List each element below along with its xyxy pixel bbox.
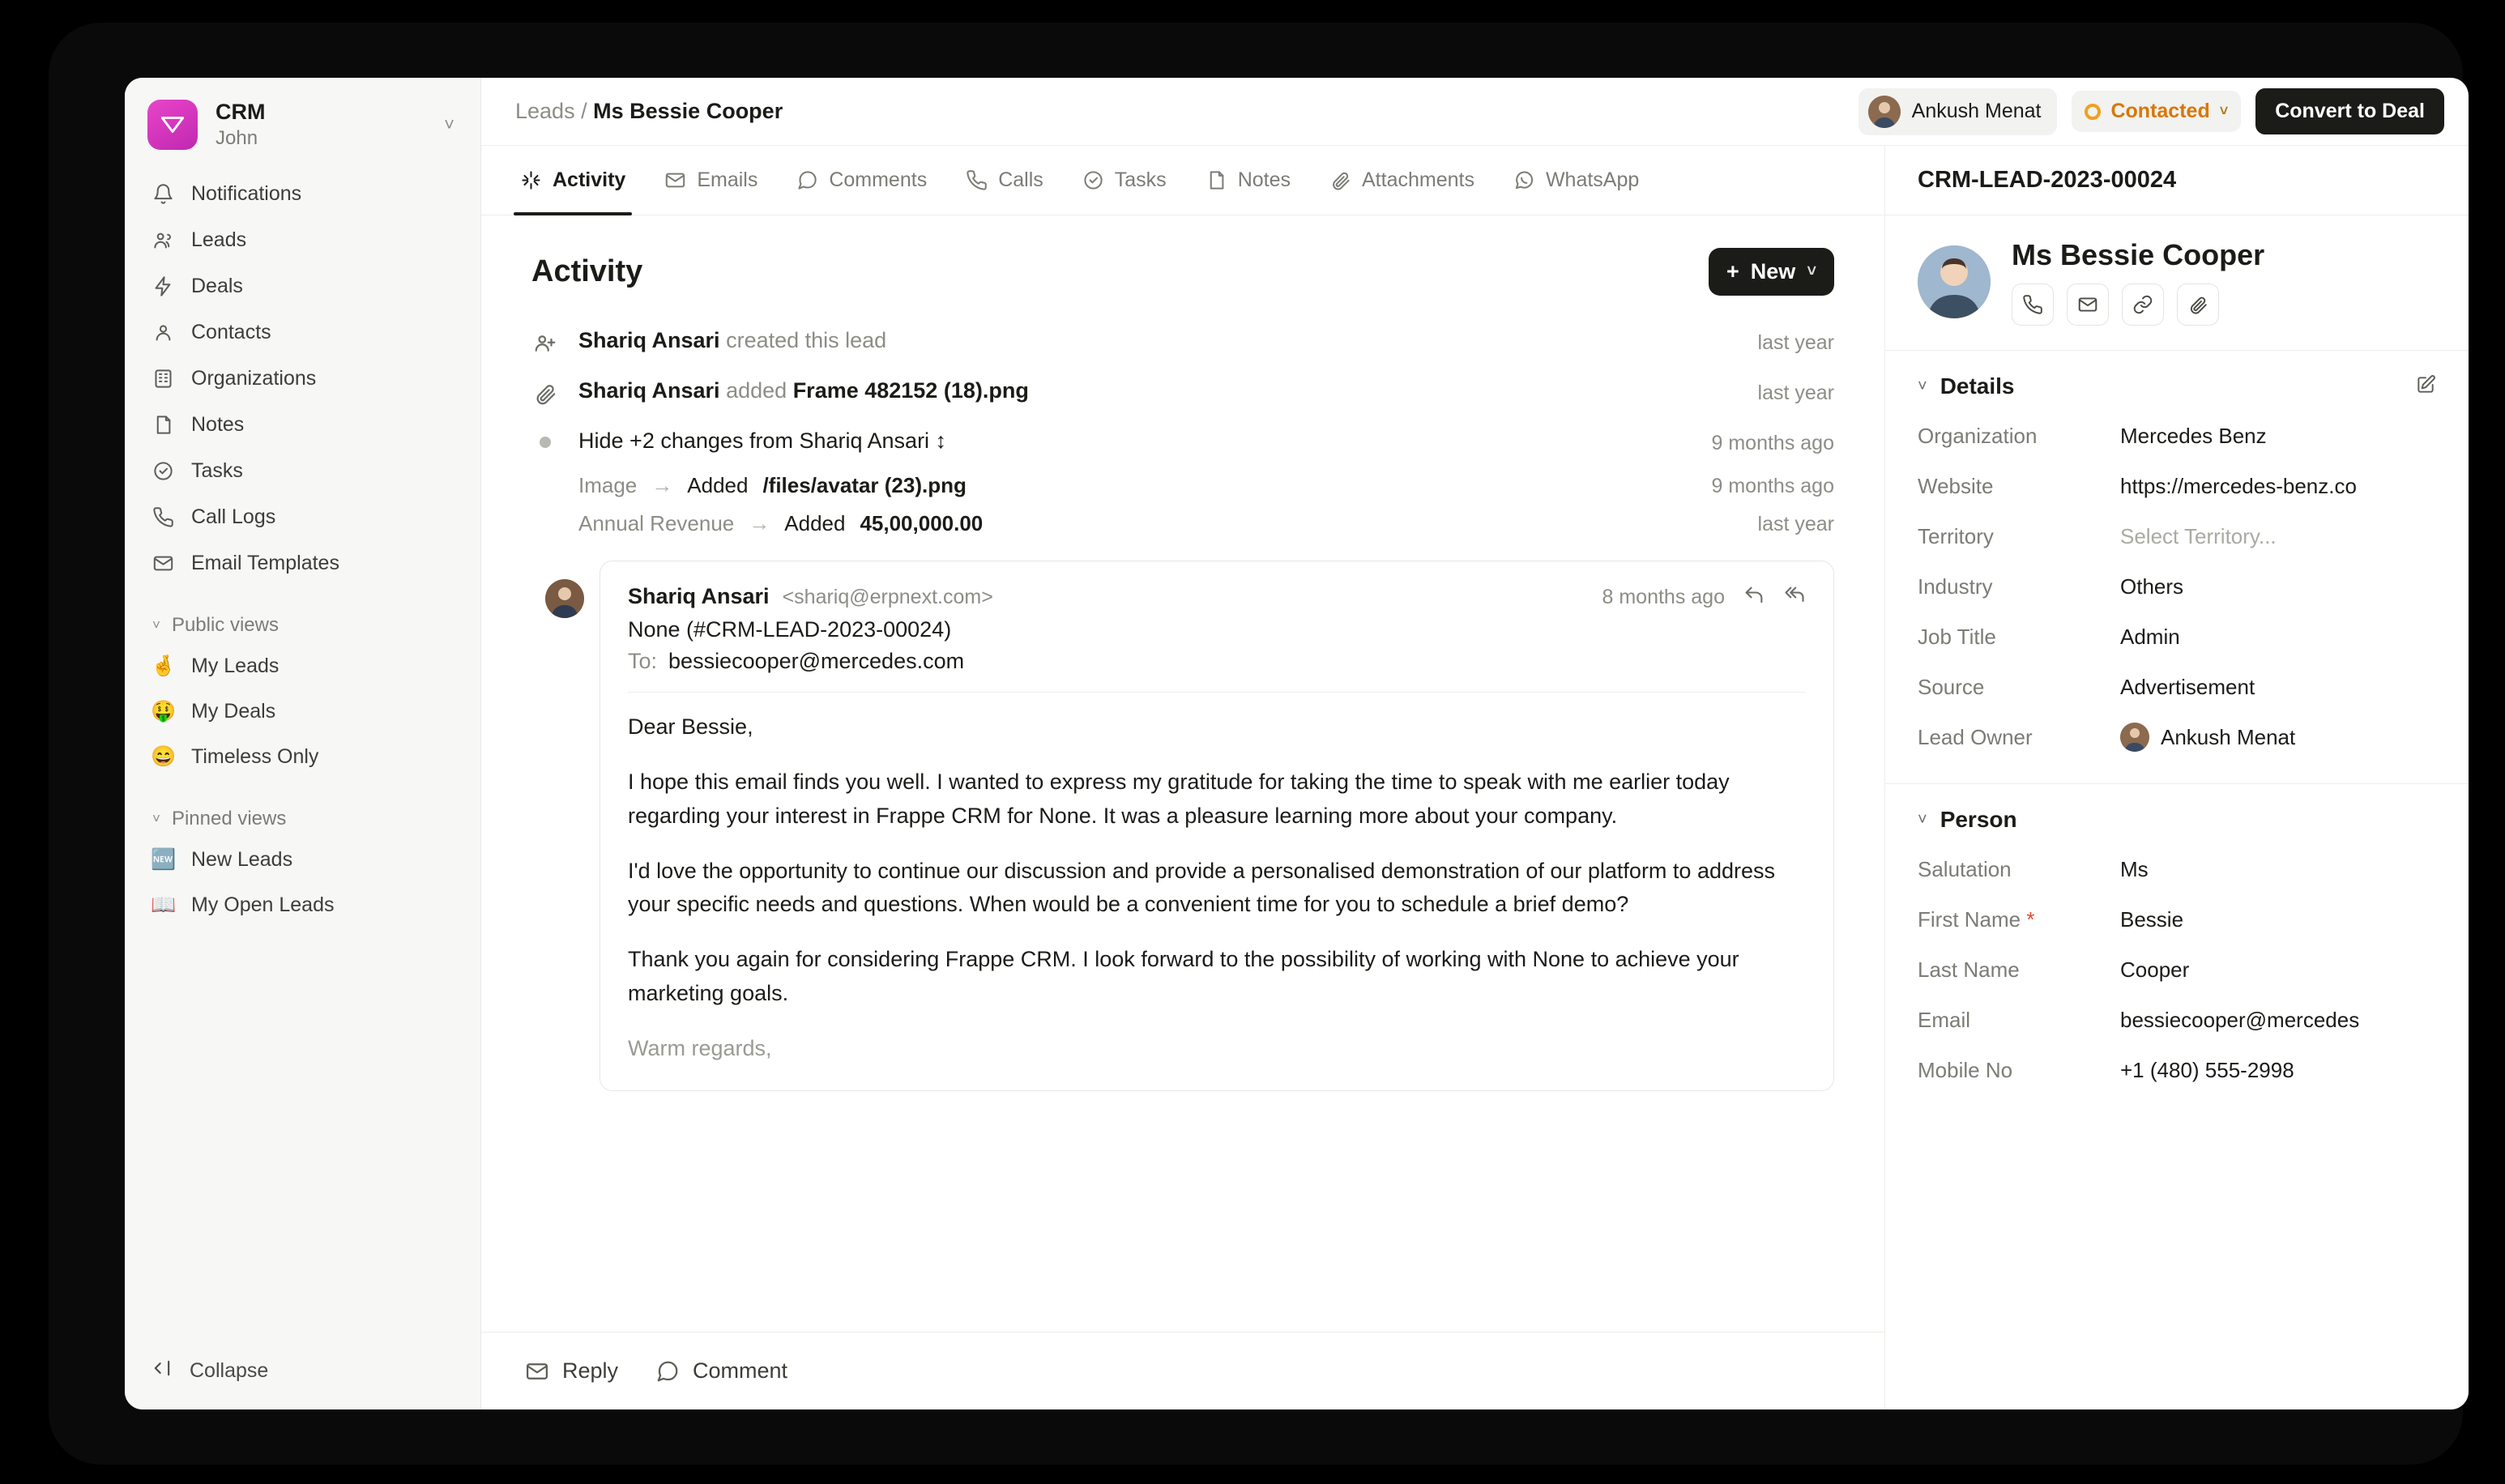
email-to-address: bessiecooper@mercedes.com — [668, 649, 965, 673]
sidebar-item-label: Organizations — [191, 366, 317, 390]
change-time: 9 months ago — [1711, 475, 1834, 497]
sidebar-item-deals[interactable] — [139, 264, 466, 308]
public-views-title: Public views — [171, 614, 279, 637]
details-panel — [1885, 146, 2469, 1409]
email-paragraph: Dear Bessie, — [628, 714, 753, 739]
change-action: Added — [687, 473, 749, 497]
tab-calls[interactable] — [950, 146, 1060, 215]
sidebar-item-notifications[interactable] — [139, 172, 466, 215]
event-actor: Shariq Ansari — [578, 378, 720, 403]
avatar — [1868, 96, 1901, 128]
detail-field-job-title[interactable] — [1918, 612, 2436, 662]
plus-icon: + — [1726, 259, 1739, 284]
tab-comments[interactable] — [780, 146, 943, 215]
bell-icon — [151, 181, 175, 206]
arrow-right-icon: → — [749, 511, 770, 535]
chevron-down-icon[interactable]: ˅ — [1918, 810, 1927, 829]
person-field-salutation[interactable] — [1918, 844, 2436, 894]
person-title: Person — [1940, 807, 2017, 832]
attachment-icon — [531, 378, 559, 406]
sidebar-item-leads[interactable] — [139, 218, 466, 262]
comment-button[interactable] — [655, 1358, 787, 1384]
field-value: Ankush Menat — [2161, 724, 2296, 749]
tab-emails[interactable] — [648, 146, 774, 215]
avatar — [2120, 723, 2149, 752]
tab-whatsapp[interactable] — [1497, 146, 1655, 215]
sidebar-item-label: New Leads — [191, 848, 293, 872]
page-title: Activity — [531, 254, 643, 288]
activity-event — [531, 367, 1834, 417]
sidebar-item-label: Email Templates — [191, 551, 339, 574]
person-add-icon — [531, 328, 559, 356]
sidebar-item-notes[interactable] — [139, 403, 466, 446]
tab-bar — [481, 146, 1884, 215]
field-label: Last Name — [1918, 957, 2020, 982]
detail-field-source[interactable] — [1918, 662, 2436, 712]
leads-icon — [151, 228, 175, 252]
breadcrumb-parent[interactable]: Leads — [515, 99, 575, 123]
public-views-header[interactable] — [139, 603, 466, 645]
composer-bar — [481, 1332, 1884, 1409]
event-time: last year — [1757, 382, 1834, 404]
tab-label: Calls — [998, 168, 1043, 191]
sidebar-item-new-leads[interactable] — [139, 838, 466, 881]
group-actor: Shariq Ansari — [799, 429, 930, 453]
field-value: Others — [2120, 574, 2184, 599]
sidebar-item-label: Notifications — [191, 181, 302, 205]
tab-tasks[interactable] — [1066, 146, 1183, 215]
assignee-name: Ankush Menat — [1911, 100, 2042, 122]
notes-icon — [151, 412, 175, 437]
tab-label: WhatsApp — [1545, 168, 1640, 191]
person-section — [1885, 784, 2469, 1116]
reply-all-icon[interactable] — [1783, 584, 1806, 611]
details-section — [1885, 351, 2469, 784]
hand-emoji-icon: 🤞 — [151, 655, 177, 678]
chevron-down-icon: ˅ — [152, 617, 160, 633]
field-label: Email — [1918, 1007, 1971, 1032]
status-dot-icon — [2085, 104, 2101, 120]
main-area — [481, 78, 2469, 1409]
divider — [628, 692, 1806, 693]
collapse-button[interactable] — [125, 1337, 480, 1409]
details-title: Details — [1940, 373, 2015, 399]
change-value: /files/avatar (23).png — [762, 473, 967, 497]
event-object[interactable]: Frame 482152 (18).png — [792, 378, 1029, 403]
deals-icon — [151, 274, 175, 298]
email-body — [628, 710, 1806, 1066]
smile-emoji-icon: 😄 — [151, 745, 177, 769]
field-label: Source — [1918, 674, 1985, 699]
sort-toggle-icon[interactable]: ↕ — [935, 429, 947, 453]
email-time: 8 months ago — [1602, 586, 1725, 608]
sidebar-item-contacts[interactable] — [139, 310, 466, 354]
status-label: Contacted — [2110, 100, 2210, 122]
assignee-chip[interactable] — [1858, 88, 2058, 135]
sidebar-item-call-logs[interactable] — [139, 495, 466, 539]
field-label: First Name — [1918, 906, 2021, 932]
brand-switcher[interactable] — [125, 78, 480, 168]
required-marker-icon: * — [2021, 906, 2035, 932]
tab-label: Notes — [1237, 168, 1291, 191]
new-button-label: New — [1750, 259, 1796, 284]
field-value: Admin — [2120, 624, 2180, 649]
sidebar-item-tasks[interactable] — [139, 449, 466, 493]
field-value: Cooper — [2120, 957, 2190, 982]
email-message-card[interactable] — [600, 561, 1834, 1091]
record-id: CRM-LEAD-2023-00024 — [1885, 146, 2469, 215]
attachment-icon[interactable] — [2177, 284, 2219, 326]
sidebar-item-label: Call Logs — [191, 505, 276, 528]
tasks-icon — [151, 458, 175, 483]
tab-notes[interactable] — [1189, 146, 1307, 215]
field-label: Salutation — [1918, 856, 2012, 881]
email-paragraph: Thank you again for considering Frappe CRM. I look forward to the possibility of working with None to achieve your marketing goals. — [628, 947, 1739, 1006]
mail-icon — [151, 551, 175, 575]
field-value: Ms — [2120, 856, 2149, 881]
field-label: Industry — [1918, 574, 1993, 599]
email-subject: None (#CRM-LEAD-2023-00024) — [628, 617, 952, 642]
sidebar-item-label: Tasks — [191, 458, 243, 482]
group-time: 9 months ago — [1711, 432, 1834, 454]
chevron-down-icon[interactable]: ˅ — [444, 114, 454, 135]
phone-icon[interactable] — [2012, 284, 2054, 326]
pinned-views-title: Pinned views — [171, 808, 287, 830]
field-label: Website — [1918, 473, 1994, 498]
phone-icon — [151, 505, 175, 529]
crm-logo-icon — [147, 100, 198, 150]
breadcrumb-current: Ms Bessie Cooper — [593, 99, 783, 123]
change-count: +2 — [629, 429, 655, 453]
change-field: Annual Revenue — [578, 511, 735, 535]
edit-icon[interactable] — [2415, 374, 2436, 399]
bullet-icon — [540, 437, 551, 448]
field-label: Territory — [1918, 523, 1994, 548]
breadcrumb-separator: / — [581, 99, 587, 123]
sidebar-item-my-leads[interactable] — [139, 645, 466, 688]
chevron-down-icon: ˅ — [1807, 262, 1816, 280]
organizations-icon — [151, 366, 175, 390]
tab-label: Comments — [829, 168, 928, 191]
change-field: Image — [578, 473, 638, 497]
field-label: Organization — [1918, 423, 2038, 448]
app-screen — [125, 78, 2469, 1409]
money-face-emoji-icon: 🤑 — [151, 700, 177, 723]
tab-label: Emails — [697, 168, 758, 191]
sidebar-item-organizations[interactable] — [139, 356, 466, 400]
email-paragraph: I'd love the opportunity to continue our discussion and provide a personalised demonstration of our platform to address your specific needs and questions. When would be a convenient time for you to schedule a brief demo? — [628, 858, 1775, 917]
event-actor: Shariq Ansari — [578, 328, 720, 352]
convert-to-deal-button[interactable]: Convert to Deal — [2255, 88, 2444, 134]
tab-label: Tasks — [1114, 168, 1167, 191]
detail-field-website[interactable] — [1918, 461, 2436, 511]
email-sender-address: <shariq@erpnext.com> — [782, 586, 993, 608]
reply-button[interactable] — [525, 1358, 618, 1384]
change-row — [531, 505, 1834, 543]
field-value: bessiecooper@mercedes — [2120, 1007, 2360, 1032]
mail-icon[interactable] — [2067, 284, 2109, 326]
event-action: created this lead — [726, 328, 887, 352]
email-to-label: To: — [628, 649, 658, 673]
tab-label: Attachments — [1362, 168, 1474, 191]
detail-field-industry[interactable] — [1918, 561, 2436, 612]
field-value: Bessie — [2120, 906, 2184, 932]
sidebar-item-label: My Open Leads — [191, 893, 335, 917]
person-field-email[interactable] — [1918, 995, 2436, 1045]
detail-field-territory[interactable] — [1918, 511, 2436, 561]
center-panel — [481, 146, 1885, 1409]
email-paragraph: I hope this email finds you well. I wanted to express my gratitude for taking the time to speak with me earlier today regarding your interest in Frappe CRM for None. It was a pleasure learning more about your company. — [628, 769, 1730, 828]
email-sender: Shariq Ansari — [628, 584, 770, 608]
activity-feed — [481, 215, 1884, 1332]
activity-change-group[interactable] — [531, 417, 1834, 467]
chevron-down-icon: ˅ — [2219, 103, 2229, 119]
field-value: https://mercedes-benz.co — [2120, 473, 2357, 498]
sidebar-item-label: Notes — [191, 412, 245, 436]
reply-label: Reply — [562, 1358, 619, 1383]
breadcrumb — [515, 99, 783, 124]
collapse-icon — [151, 1357, 173, 1385]
sidebar-item-my-open-leads[interactable] — [139, 884, 466, 927]
field-value: Select Territory... — [2120, 523, 2277, 548]
tab-attachments[interactable] — [1313, 146, 1491, 215]
sidebar-item-my-deals[interactable] — [139, 690, 466, 733]
event-time: last year — [1757, 331, 1834, 354]
email-closing: Warm regards, — [628, 1035, 772, 1060]
avatar[interactable] — [1918, 245, 1991, 318]
detail-field-organization[interactable] — [1918, 411, 2436, 461]
activity-event — [531, 317, 1834, 367]
device-frame — [49, 23, 2463, 1465]
chevron-down-icon[interactable]: ˅ — [1918, 377, 1927, 395]
sidebar-item-label: Contacts — [191, 320, 271, 343]
change-value: 45,00,000.00 — [860, 511, 984, 535]
chevron-down-icon: ˅ — [152, 811, 160, 827]
sidebar-item-label: Leads — [191, 228, 247, 251]
change-row — [531, 467, 1834, 505]
sidebar — [125, 78, 481, 1409]
arrow-right-icon: → — [651, 473, 673, 497]
hide-label[interactable]: Hide — [578, 429, 624, 453]
record-header — [1885, 215, 2469, 351]
new-button[interactable] — [1709, 248, 1834, 296]
field-value: Mercedes Benz — [2120, 423, 2267, 448]
detail-field-lead-owner[interactable] — [1918, 712, 2436, 762]
link-icon[interactable] — [2122, 284, 2164, 326]
event-action: added — [726, 378, 787, 403]
reply-icon[interactable] — [1743, 584, 1765, 611]
sidebar-item-label: Deals — [191, 274, 243, 297]
field-value: +1 (480) 555-2998 — [2120, 1057, 2294, 1082]
field-value: Advertisement — [2120, 674, 2255, 699]
sidebar-item-email-templates[interactable] — [139, 541, 466, 585]
brand-title: CRM — [216, 100, 266, 124]
sidebar-item-label: My Deals — [191, 700, 276, 723]
change-action: Added — [784, 511, 846, 535]
changes-label: changes from — [660, 429, 793, 453]
contacts-icon — [151, 320, 175, 344]
status-badge[interactable] — [2072, 91, 2241, 132]
sidebar-item-label: Timeless Only — [191, 745, 319, 769]
comment-label: Comment — [693, 1358, 788, 1383]
change-time: last year — [1757, 513, 1834, 535]
pinned-views-header[interactable] — [139, 796, 466, 838]
person-field-first-name[interactable] — [1918, 894, 2436, 945]
brand-user: John — [216, 127, 258, 150]
sidebar-nav — [125, 168, 480, 929]
book-emoji-icon: 📖 — [151, 893, 177, 917]
avatar — [545, 579, 584, 618]
field-label: Mobile No — [1918, 1057, 2013, 1082]
top-bar — [481, 78, 2469, 146]
tab-label: Activity — [553, 168, 626, 191]
person-field-last-name[interactable] — [1918, 945, 2436, 995]
field-label: Lead Owner — [1918, 724, 2033, 749]
field-label: Job Title — [1918, 624, 1996, 649]
record-name: Ms Bessie Cooper — [2012, 238, 2265, 271]
tab-activity[interactable] — [504, 146, 642, 215]
person-field-mobile-no[interactable] — [1918, 1045, 2436, 1095]
sidebar-item-timeless-only[interactable] — [139, 736, 466, 778]
new-emoji-icon: 🆕 — [151, 848, 177, 872]
sidebar-item-label: My Leads — [191, 655, 280, 678]
collapse-label: Collapse — [190, 1359, 269, 1382]
